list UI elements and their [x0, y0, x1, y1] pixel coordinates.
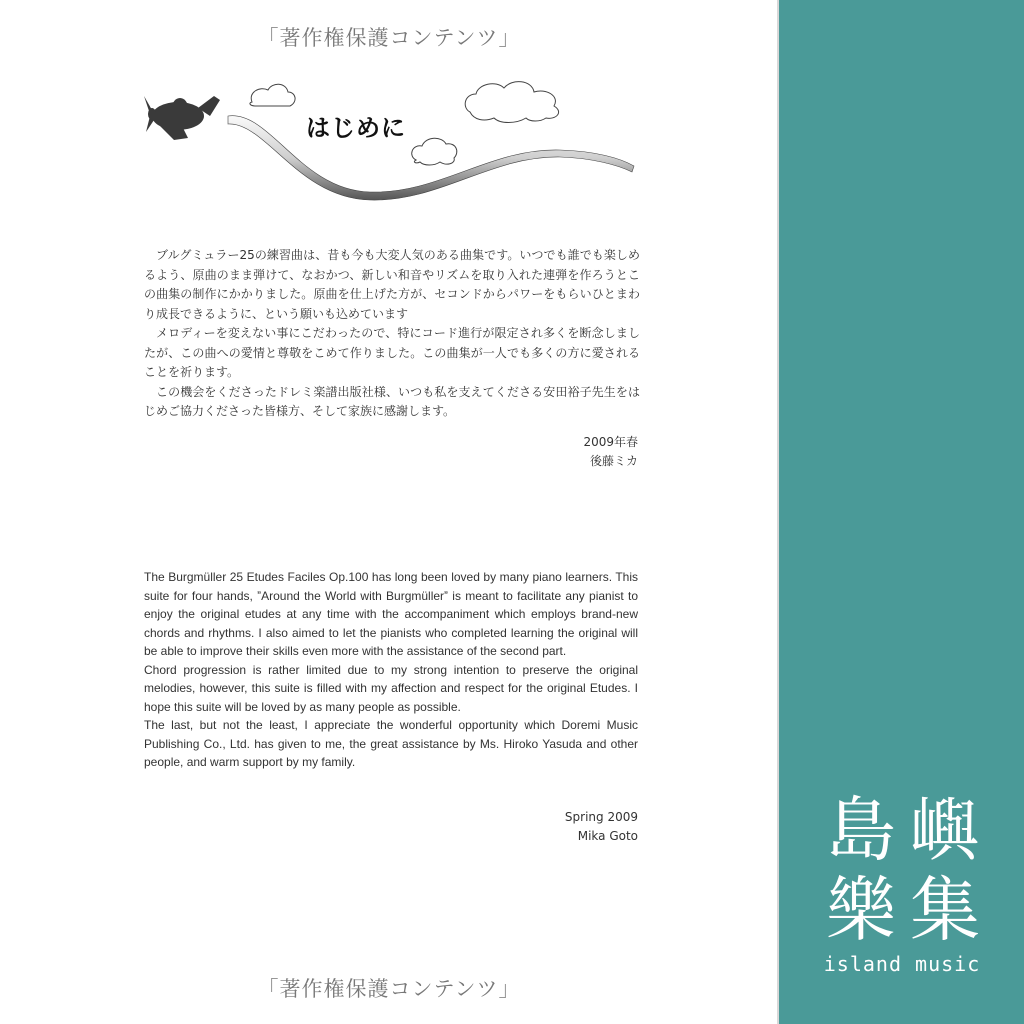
airplane-icon	[144, 96, 220, 140]
en-paragraph: Chord progression is rather limited due to my strong intention to preserve the original melodies, however, this suite is filled with my affection and respect for the original Etudes. I hope this suite will be loved by as many people as possible.	[144, 662, 638, 714]
copyright-notice-top: 「著作権保護コンテンツ」	[257, 26, 521, 50]
english-signature	[565, 808, 638, 846]
signature-date: Spring 2009	[564, 810, 638, 824]
cloud-icon-small	[250, 84, 295, 106]
japanese-introduction	[144, 246, 640, 422]
logo-char: 樂	[826, 869, 896, 951]
jp-paragraph: ブルグミュラー25の練習曲は、昔も今も大変人気のある曲集です。いつでも誰でも楽しめるよう、原曲のまま弾けて、なおかつ、新しい和音やリズムを取り入れた連弾を作ろうとこの曲集の制作にかかりました。原曲を仕上げた方が、セコンドからパワーをもらいひとまわり成長できるように、という願いも込めています	[144, 248, 640, 321]
logo-char: 島	[826, 789, 896, 871]
logo-english-text: island music	[823, 952, 981, 976]
signature-author: 後藤ミカ	[589, 454, 638, 468]
cloud-icon-large	[465, 82, 558, 123]
signature-date: 2009年春	[583, 435, 638, 449]
copyright-notice-bottom: 「著作権保護コンテンツ」	[257, 977, 521, 1001]
logo-char: 集	[910, 869, 980, 951]
en-paragraph: The Burgmüller 25 Etudes Faciles Op.100 has long been loved by many piano learners. This suite for four hands, ˮAround the World with Burgmüllerˮ is meant to facilitate any pianist to enjoy the original etudes at any time with the accompaniment which employs brand-new chords and rhythms. I also aimed to let the pianists who completed learning the original will be able to improve their skills even more with the assistance of the second part.	[144, 570, 638, 658]
island-music-logo	[822, 790, 982, 976]
english-introduction	[144, 568, 638, 772]
japanese-signature	[583, 433, 638, 471]
jp-paragraph: この機会をくださったドレミ楽譜出版社様、いつも私を支えてくださる安田裕子先生をはじめご協力くださった皆様方、そして家族に感謝します。	[144, 384, 640, 418]
en-paragraph: The last, but not the least, I appreciate the wonderful opportunity which Doremi Music Publishing Co., Ltd. has given to me, the great assistance by Ms. Hiroko Yasuda and other people, and warm support by my family.	[144, 718, 638, 769]
jp-paragraph: メロディーを変えない事にこだわったので、特にコード進行が限定され多くを断念しましたが、この曲への愛情と尊敬をこめて作りました。この曲集が一人でも多くの方に愛されることを祈ります。	[144, 326, 640, 379]
page-heading: はじめに	[306, 114, 406, 142]
cloud-icon-medium	[412, 138, 457, 165]
logo-char: 嶼	[910, 789, 980, 871]
signature-author: Mika Goto	[577, 829, 638, 843]
